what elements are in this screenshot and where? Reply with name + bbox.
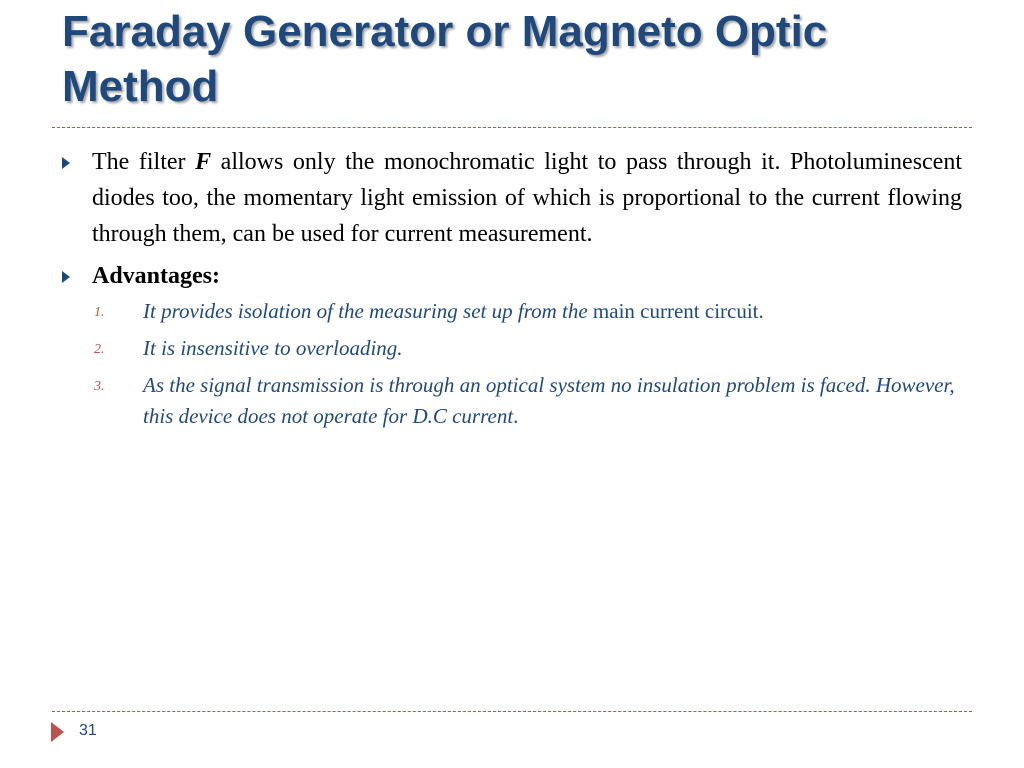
footer-divider xyxy=(52,711,972,712)
advantage-number: 2. xyxy=(94,342,105,357)
advantage-text-tail: . xyxy=(513,404,519,428)
advantage-text: It provides isolation of the measuring set up from the xyxy=(143,299,588,323)
bullet-advantages-heading xyxy=(62,258,962,294)
advantage-text: As the signal transmission is through an optical system no insulation problem is faced. However, this device does not operate for D.C current xyxy=(143,373,955,428)
advantage-number: 1. xyxy=(94,305,105,320)
advantage-text-normal: main current circuit. xyxy=(587,299,764,323)
advantages-list xyxy=(62,296,962,432)
bullet-text-prefix: The filter xyxy=(92,149,196,175)
advantage-item xyxy=(62,333,962,364)
title-divider xyxy=(52,127,972,128)
advantage-item xyxy=(62,370,962,432)
bullet-triangle-icon xyxy=(62,271,70,283)
bullet-text-suffix: allows only the monochromatic light to pass through it. Photoluminescent diodes too, the momentary light emission of which is proportional to the current flowing through them, can be used for current measurement. xyxy=(92,149,963,247)
advantage-item xyxy=(62,296,962,327)
bullet-triangle-icon xyxy=(62,157,70,169)
bullet-filter-description xyxy=(62,144,962,252)
advantages-label: Advantages: xyxy=(92,263,221,289)
page-number: 31 xyxy=(79,722,97,739)
filter-symbol: F xyxy=(195,149,212,175)
advantage-number: 3. xyxy=(94,379,105,394)
footer-triangle-icon xyxy=(51,722,64,742)
advantage-text: It is insensitive to overloading. xyxy=(143,336,403,360)
slide-title: Faraday Generator or Magneto Optic Method xyxy=(62,7,828,111)
slide-content xyxy=(62,144,962,438)
